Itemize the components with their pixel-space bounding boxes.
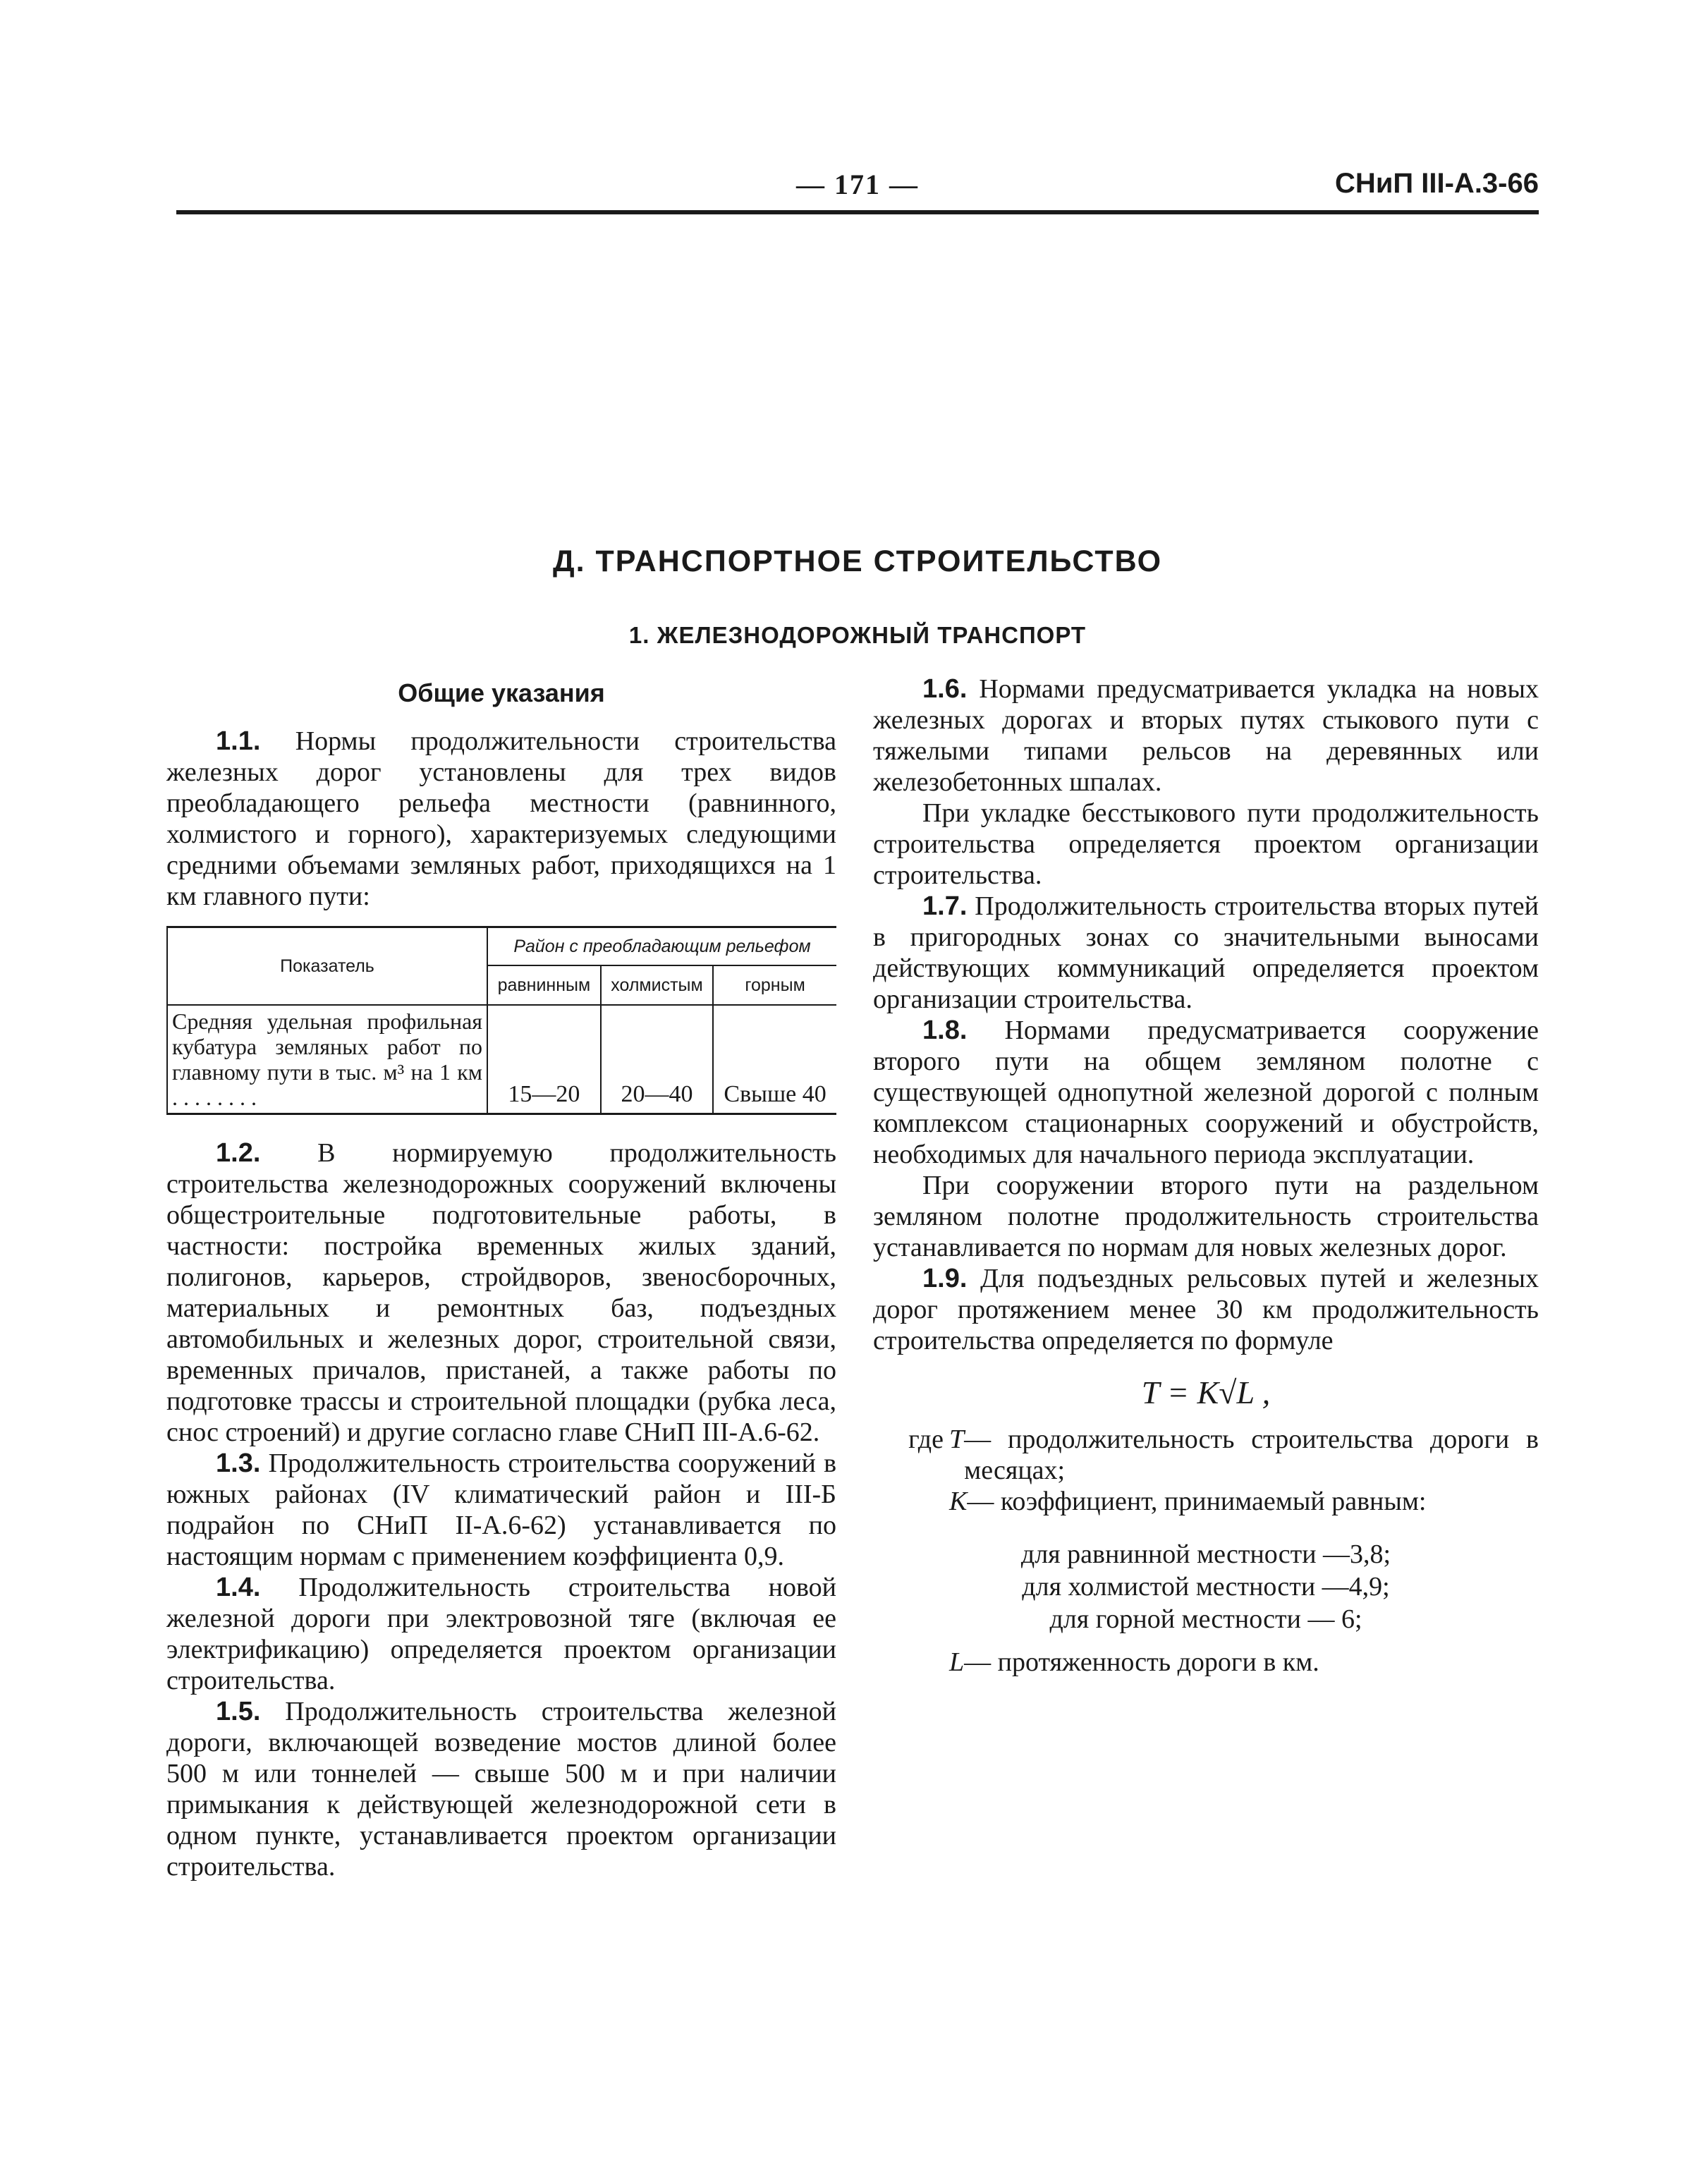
paragraph-1-1 [166, 726, 836, 912]
definition-t-text: — продолжительность строительства дороги в месяцах; [964, 1425, 1539, 1485]
paragraph-text: Нормами предусматривается укладка на новых железных дорогах и вторых путях стыкового пути с тяжелыми типами рельсов на деревянных или железобетонных шпалах. [873, 674, 1539, 797]
definition-l-text: — протяженность дороги в км. [964, 1647, 1319, 1677]
section-title: Д. ТРАНСПОРТНОЕ СТРОИТЕЛЬСТВО [552, 544, 1163, 578]
paragraph-text: Продолжительность строительства новой железной дороги при электровозной тяге (включая ее электрификацию) определяется проектом организации строительства. [166, 1573, 836, 1695]
paragraph-text: Для подъездных рельсовых путей и железных дорог протяжением менее 30 км продолжительность строительства определяется по формуле [873, 1264, 1539, 1355]
paragraph-1-7 [873, 891, 1539, 1015]
paragraph-number: 1.1. [216, 726, 261, 756]
definition-k [873, 1486, 1539, 1517]
paragraph-1-9 [873, 1263, 1539, 1356]
table-header-flat: равнинным [487, 965, 601, 1005]
paragraph-number: 1.8. [922, 1016, 968, 1045]
paragraph-1-2 [166, 1138, 836, 1448]
paragraph-number: 1.6. [922, 674, 968, 704]
definition-k-text: — коэффициент, принимаемый равным: [967, 1487, 1427, 1516]
paragraph-1-4 [166, 1572, 836, 1696]
paragraph-1-8-continued: При сооружении второго пути на раздельном земляном полотне продолжительность строительства устанавливается по нормам для новых железных дорог. [873, 1171, 1539, 1262]
paragraph-number: 1.7. [922, 891, 968, 921]
symbol-l: L [949, 1647, 965, 1677]
where-word: где [908, 1425, 944, 1454]
list-item: для горной местности — 6; [1049, 1604, 1362, 1634]
table-row [167, 1005, 836, 1114]
definition-l [873, 1647, 1539, 1678]
left-column [166, 673, 836, 1882]
paragraph-number: 1.5. [216, 1697, 261, 1726]
formula-definitions [873, 1424, 1539, 1678]
paragraph-1-6-continued: При укладке бесстыкового пути продолжительность строительства определяется проектом организации строительства. [873, 798, 1539, 890]
paragraph-1-3 [166, 1448, 836, 1572]
paragraph-number: 1.2. [216, 1138, 261, 1168]
paragraph-1-5 [166, 1696, 836, 1882]
subsection-title: 1. ЖЕЛЕЗНОДОРОЖНЫЙ ТРАНСПОРТ [628, 622, 1087, 648]
table-cell-flat: 15—20 [487, 1005, 601, 1114]
paragraph-number: 1.4. [216, 1573, 261, 1602]
paragraph-1-6 [873, 673, 1539, 798]
k-values-list [873, 1538, 1539, 1635]
norms-table [166, 926, 836, 1115]
general-heading: Общие указания [398, 678, 605, 707]
paragraph-number: 1.9. [922, 1264, 968, 1293]
header-rule [176, 210, 1539, 214]
paragraph-1-8 [873, 1015, 1539, 1170]
table-row-label: Средняя удельная профильная кубатура земляных работ по главному пути в тыс. м³ на 1 км . . . . . . . . [167, 1005, 487, 1114]
paragraph-text: Продолжительность строительства железной дороги, включающей возведение мостов длиной более 500 м или тоннелей — свыше 500 м и при наличии примыкания к действующей железнодорожной сети в одном пункте, устанавливается проектом организации строительства. [166, 1697, 837, 1882]
formula: T = K√L , [1141, 1374, 1271, 1410]
symbol-t: T [949, 1425, 965, 1454]
paragraph-text: В нормируемую продолжительность строительства железнодорожных сооружений включены общестроительные подготовительные работы, в частности: постройка временных жилых зданий, полигонов, карьеров, стройдворов, звеносборочных, материальных и ремонтных баз, подъездных автомобильных и железных дорог, строительной связи, временных причалов, пристаней, а также работы по подготовке трассы и строительной площадки (рубка леса, снос строений) и другие согласно главе СНиП III-А.6-62. [166, 1138, 836, 1447]
table-header-relief-group: Район с преобладающим рельефом [487, 927, 836, 966]
table-header-indicator: Показатель [167, 927, 487, 1006]
paragraph-text: Нормы продолжительности строительства железных дорог установлены для трех видов преобладающего рельефа местности (равнинного, холмистого и горного), характеризуемых следующими средними объемами земляных работ, приходящихся на 1 км главного пути: [166, 726, 837, 911]
definition-t [873, 1424, 1539, 1486]
table-cell-mountain: Свыше 40 [713, 1005, 836, 1114]
table-header-hilly: холмистым [601, 965, 713, 1005]
document-code: СНиП III-А.3-66 [1335, 168, 1539, 199]
right-column [873, 673, 1539, 1678]
paragraph-text: Нормами предусматривается сооружение второго пути на общем земляном полотне с существующей однопутной железной дорогой с полным комплексом стационарных сооружений и обустройств, необходимых для начального периода эксплуатации. [873, 1016, 1539, 1169]
paragraph-number: 1.3. [216, 1449, 261, 1478]
page-header [176, 168, 1539, 203]
table-cell-hilly: 20—40 [601, 1005, 713, 1114]
list-item: для равнинной местности —3,8; [1020, 1539, 1391, 1569]
list-item: для холмистой местности —4,9; [1022, 1572, 1390, 1602]
paragraph-text: Продолжительность строительства вторых путей в пригородных зонах со значительными выносами действующих коммуникаций определяется проектом организации строительства. [873, 891, 1539, 1014]
table-header-mountain: горным [713, 965, 836, 1005]
paragraph-text: Продолжительность строительства сооружений в южных районах (IV климатический район и III-Б подрайон по СНиП II-А.6-62) устанавливается по настоящим нормам с применением коэффициента 0,9. [166, 1449, 837, 1571]
page-number: — 171 — [796, 169, 919, 200]
symbol-k: K [949, 1487, 968, 1516]
